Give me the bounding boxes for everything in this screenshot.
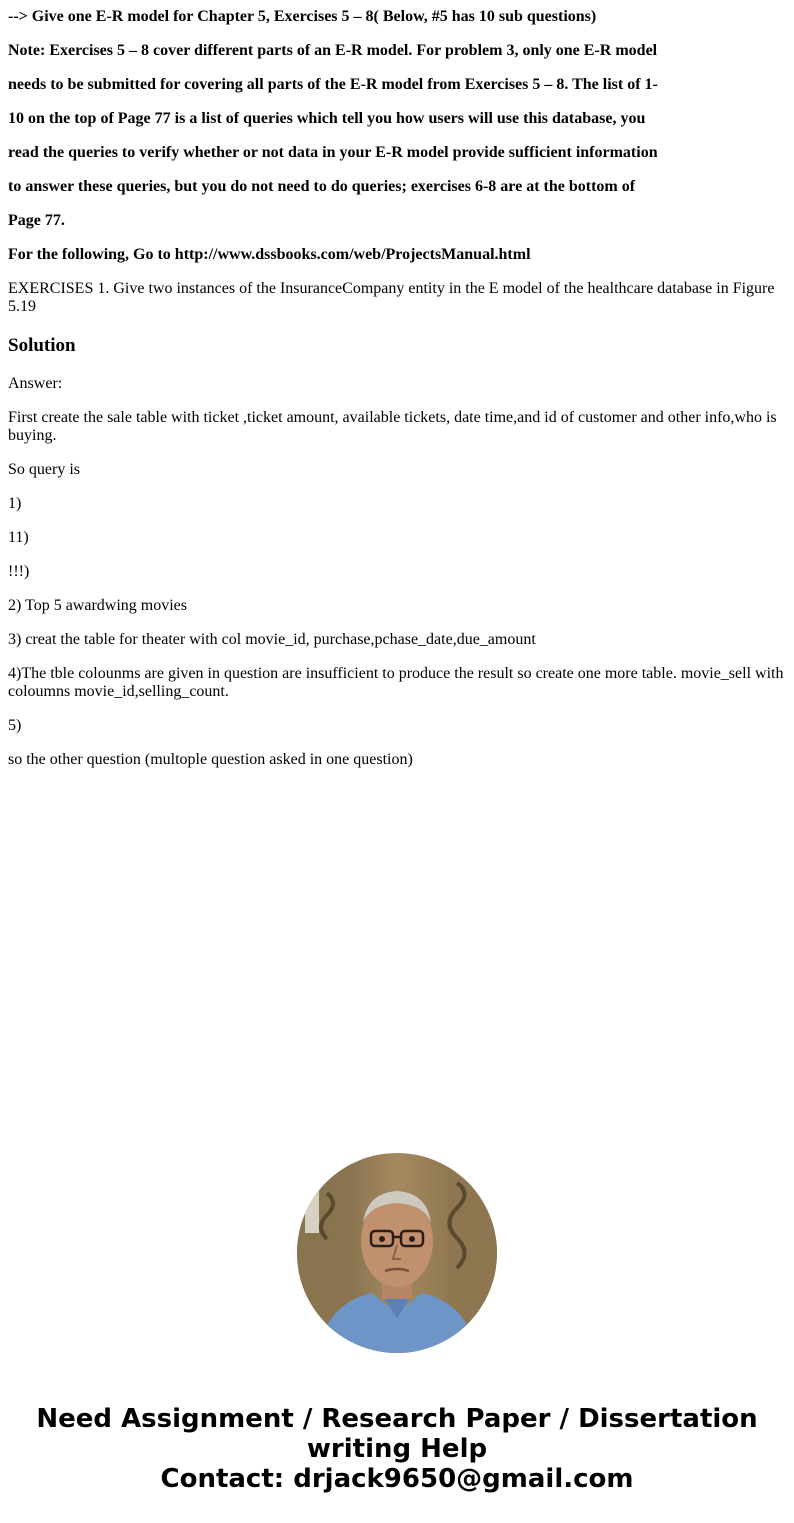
answer-paragraph: First create the sale table with ticket ,ticket amount, available tickets, date time,and id of customer and other info,who is buying. bbox=[8, 409, 777, 444]
answer-paragraph: 4)The tble colounms are given in question are insufficient to produce the result so create one more table. movie_sell with coloumns movie_id,selling_count. bbox=[8, 665, 784, 700]
answer-paragraph: so the other question (multople question asked in one question) bbox=[8, 751, 413, 768]
answer-paragraph: 1) bbox=[8, 495, 22, 512]
question-line-4: 10 on the top of Page 77 is a list of queries which tell you how users will use this database, you bbox=[8, 110, 646, 127]
answer-paragraph: 2) Top 5 awardwing movies bbox=[8, 597, 187, 614]
question-line-5: read the queries to verify whether or not data in your E-R model provide sufficient information bbox=[8, 144, 658, 161]
question-line-2: Note: Exercises 5 – 8 cover different parts of an E-R model. For problem 3, only one E-R model bbox=[8, 42, 658, 59]
author-avatar bbox=[297, 1153, 497, 1353]
answer-paragraph: 3) creat the table for theater with col movie_id, purchase,pchase_date,due_amount bbox=[8, 631, 536, 648]
answer-paragraph: So query is bbox=[8, 461, 80, 478]
author-photo-illustration bbox=[297, 1153, 497, 1353]
answer-paragraph: 11) bbox=[8, 529, 29, 546]
exercise-text: EXERCISES 1. Give two instances of the InsuranceCompany entity in the E model of the healthcare database in Figure 5.19 bbox=[8, 280, 775, 315]
question-line-8: For the following, Go to http://www.dssbooks.com/web/ProjectsManual.html bbox=[8, 246, 531, 263]
answer-paragraph: !!!) bbox=[8, 563, 30, 580]
promo-contact: Contact: drjack9650@gmail.com bbox=[160, 1464, 634, 1494]
question-line-3: needs to be submitted for covering all parts of the E-R model from Exercises 5 – 8. The list of 1- bbox=[8, 76, 658, 93]
question-block bbox=[8, 0, 788, 777]
promo-line-1: Need Assignment / Research Paper / Dissertation bbox=[36, 1404, 758, 1434]
solution-heading: Solution bbox=[8, 335, 76, 356]
answer-label: Answer: bbox=[8, 375, 63, 392]
question-line-1: --> Give one E-R model for Chapter 5, Exercises 5 – 8( Below, #5 has 10 sub questions) bbox=[8, 8, 597, 25]
promo-banner bbox=[0, 1404, 794, 1494]
promo-line-2: writing Help bbox=[306, 1434, 488, 1464]
question-line-6: to answer these queries, but you do not need to do queries; exercises 6-8 are at the bottom of bbox=[8, 178, 636, 195]
answer-paragraph: 5) bbox=[8, 717, 22, 734]
question-line-7: Page 77. bbox=[8, 212, 65, 229]
